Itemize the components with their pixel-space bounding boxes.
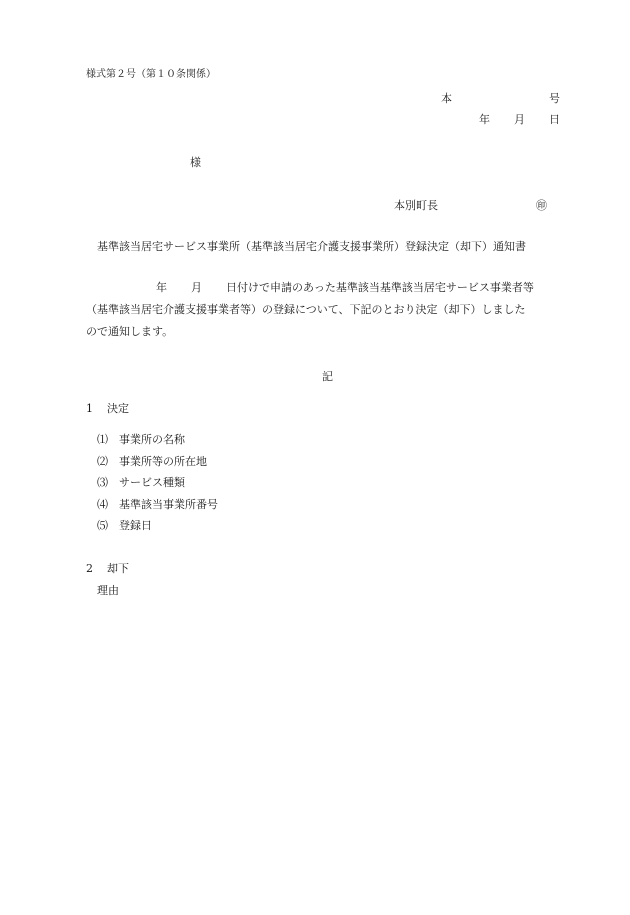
- form-label: 様式第２号（第１０条関係）: [86, 69, 216, 80]
- body-paragraph: [86, 277, 578, 343]
- list-item-number: ⑶: [97, 476, 108, 489]
- note-heading: 記: [322, 370, 333, 383]
- addressee-honorific: 様: [190, 156, 201, 169]
- issuer-name: 本別町長: [394, 199, 438, 212]
- list-item-label: 基準該当事業所番号: [119, 498, 218, 511]
- list-item-label: 登録日: [119, 519, 152, 532]
- list-item-number: ⑷: [97, 498, 108, 511]
- date-day-label: 日: [549, 113, 560, 126]
- body-line-3: ので通知します。: [86, 325, 174, 338]
- list-item: [97, 520, 152, 531]
- document-title: 基準該当居宅サービス事業所（基準該当居宅介護支援事業所）登録決定（却下）通知書: [97, 240, 526, 253]
- list-item-label: サービス種類: [119, 476, 185, 489]
- section-1-heading: [86, 403, 129, 414]
- list-item: [97, 456, 207, 467]
- section-2-number: 2: [86, 562, 93, 575]
- body-line-1-text: 日付けで申請のあった基準該当基準該当居宅サービス事業者等: [226, 281, 534, 294]
- body-line-1: [86, 277, 578, 299]
- list-item-label: 事業所の名称: [119, 433, 185, 446]
- date-year-label: 年: [479, 113, 490, 126]
- list-item: [97, 499, 218, 510]
- list-item-number: ⑸: [97, 519, 108, 532]
- seal-mark: ㊞: [536, 199, 547, 212]
- section-2-title: 却下: [107, 562, 129, 575]
- list-item-number: ⑵: [97, 455, 108, 468]
- list-item-label: 事業所等の所在地: [119, 455, 207, 468]
- section-2-heading: [86, 563, 129, 574]
- list-item-number: ⑴: [97, 433, 108, 446]
- list-item: [97, 434, 185, 445]
- date-month-label: 月: [514, 113, 525, 126]
- section-1-number: 1: [86, 402, 93, 415]
- section-1-title: 決定: [107, 402, 129, 415]
- list-item: [97, 477, 185, 488]
- body-month-label: 月: [191, 281, 202, 294]
- document-number-prefix: 本: [441, 92, 452, 105]
- document-number-suffix: 号: [549, 92, 560, 105]
- body-year-label: 年: [156, 281, 167, 294]
- body-line-2: （基準該当居宅介護支援事業者等）の登録について、下記のとおり決定（却下）しました: [86, 303, 526, 316]
- reason-label: 理由: [97, 584, 119, 597]
